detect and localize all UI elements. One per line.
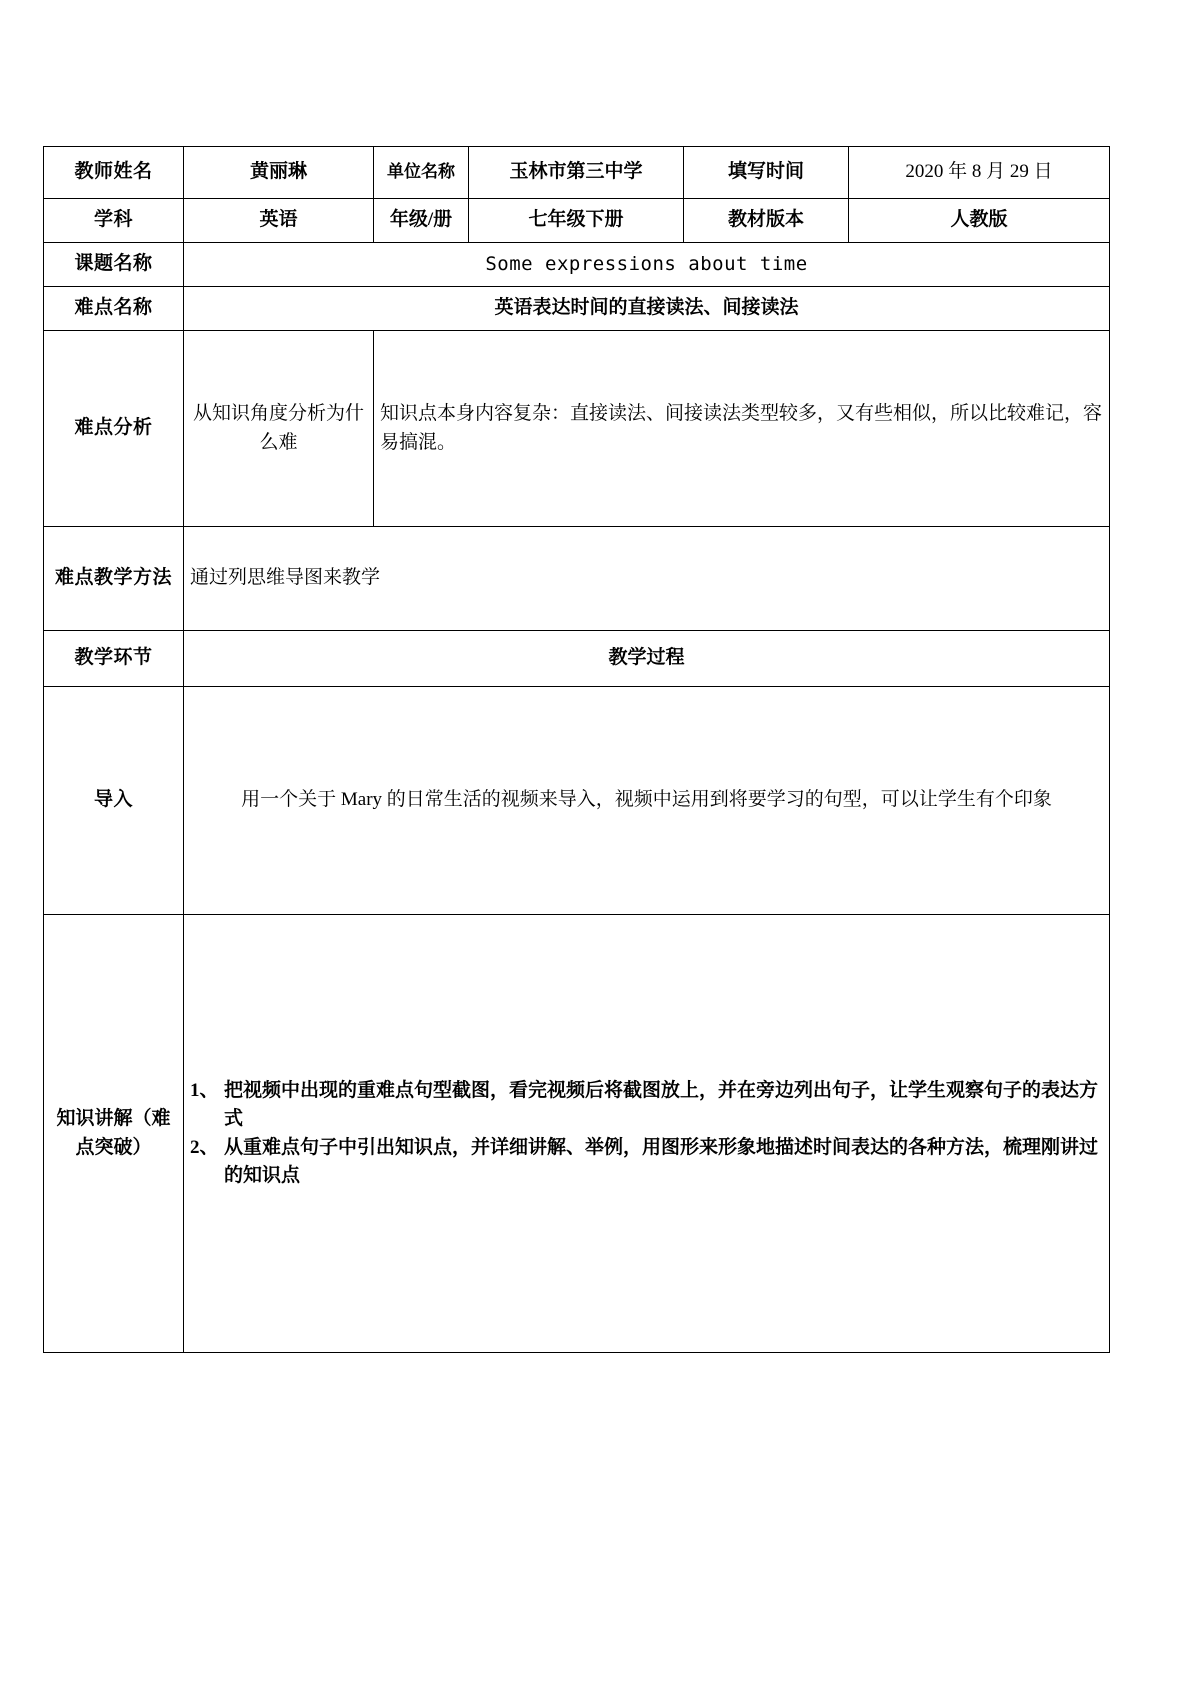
lesson-plan-sheet bbox=[43, 146, 1109, 1353]
lesson-plan-table bbox=[43, 146, 1110, 1353]
knowledge-item-number: 2、 bbox=[190, 1136, 219, 1158]
fill-date-value: 2020 年 8 月 29 日 bbox=[849, 147, 1110, 199]
fill-date-label: 填写时间 bbox=[684, 147, 849, 199]
knowledge-item-text: 从重难点句子中引出知识点，并详细讲解、举例，用图形来形象地描述时间表达的各种方法，梳理刚讲过的知识点 bbox=[224, 1136, 1099, 1186]
topic-label: 课题名称 bbox=[44, 243, 184, 287]
difficulty-analysis-sublabel: 从知识角度分析为什么难 bbox=[184, 331, 374, 527]
knowledge-item bbox=[190, 1077, 1103, 1134]
subject-value: 英语 bbox=[184, 199, 374, 243]
introduction-text: 用一个关于 Mary 的日常生活的视频来导入，视频中运用到将要学习的句型，可以让学生有个印象 bbox=[184, 687, 1110, 915]
difficulty-analysis-text: 知识点本身内容复杂：直接读法、间接读法类型较多，又有些相似，所以比较难记，容易搞混。 bbox=[374, 331, 1110, 527]
knowledge-item-text: 把视频中出现的重难点句型截图，看完视频后将截图放上，并在旁边列出句子，让学生观察句子的表达方式 bbox=[224, 1079, 1099, 1129]
table-row-subject-info bbox=[44, 199, 1110, 243]
teaching-method-label: 难点教学方法 bbox=[44, 527, 184, 631]
teacher-name-label: 教师姓名 bbox=[44, 147, 184, 199]
grade-value: 七年级下册 bbox=[469, 199, 684, 243]
introduction-label: 导入 bbox=[44, 687, 184, 915]
table-row-introduction bbox=[44, 687, 1110, 915]
teaching-segment-label: 教学环节 bbox=[44, 631, 184, 687]
difficulty-name-value: 英语表达时间的直接读法、间接读法 bbox=[184, 287, 1110, 331]
knowledge-body bbox=[184, 915, 1110, 1353]
table-row-teacher-info bbox=[44, 147, 1110, 199]
table-row-teaching-method bbox=[44, 527, 1110, 631]
table-row-process-header bbox=[44, 631, 1110, 687]
teaching-process-label: 教学过程 bbox=[184, 631, 1110, 687]
topic-value: Some expressions about time bbox=[184, 243, 1110, 287]
subject-label: 学科 bbox=[44, 199, 184, 243]
difficulty-analysis-label: 难点分析 bbox=[44, 331, 184, 527]
table-row-topic bbox=[44, 243, 1110, 287]
textbook-value: 人教版 bbox=[849, 199, 1110, 243]
table-row-difficulty-name bbox=[44, 287, 1110, 331]
unit-name-value: 玉林市第三中学 bbox=[469, 147, 684, 199]
knowledge-label: 知识讲解（难点突破） bbox=[44, 915, 184, 1353]
knowledge-item bbox=[190, 1134, 1103, 1191]
teaching-method-text: 通过列思维导图来教学 bbox=[184, 527, 1110, 631]
teacher-name-value: 黄丽琳 bbox=[184, 147, 374, 199]
difficulty-name-label: 难点名称 bbox=[44, 287, 184, 331]
unit-name-label: 单位名称 bbox=[374, 147, 469, 199]
table-row-difficulty-analysis bbox=[44, 331, 1110, 527]
table-row-knowledge bbox=[44, 915, 1110, 1353]
textbook-label: 教材版本 bbox=[684, 199, 849, 243]
knowledge-item-number: 1、 bbox=[190, 1079, 219, 1101]
grade-label: 年级/册 bbox=[374, 199, 469, 243]
